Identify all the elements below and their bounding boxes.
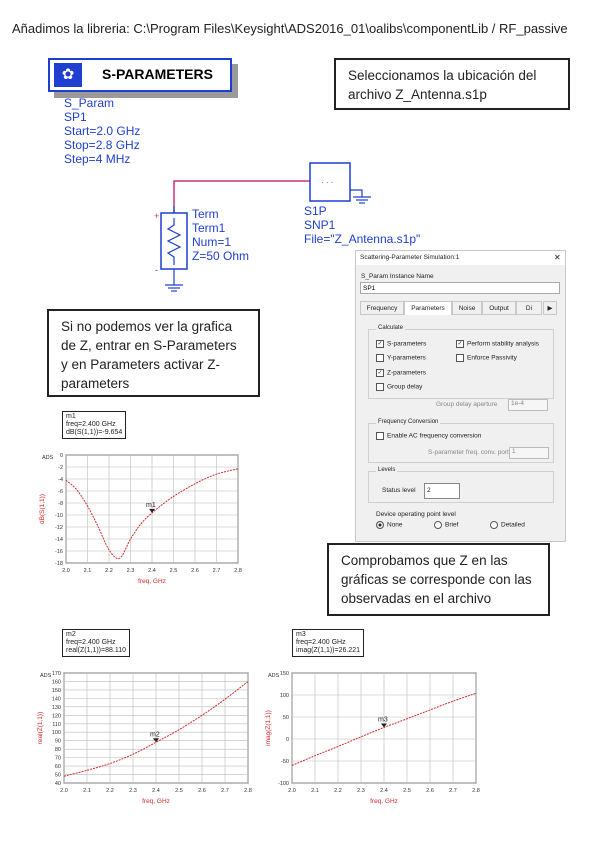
corner-label: ADS — [40, 673, 52, 679]
y-tick-label: -6 — [58, 489, 63, 495]
sparam-port-input[interactable]: 1 — [509, 447, 549, 459]
term-line: Term — [192, 207, 219, 221]
sparam-line: Start=2.0 GHz — [64, 124, 141, 138]
x-tick-label: 2.7 — [449, 788, 457, 794]
x-tick-label: 2.0 — [60, 788, 68, 794]
x-tick-label: 2.2 — [106, 788, 114, 794]
levels-legend: Levels — [378, 467, 396, 473]
sparam-icon: ✿ — [54, 63, 82, 87]
marker-readout: m2 freq=2.400 GHz real(Z(1,1))=88.110 — [62, 629, 130, 657]
y-tick-label: -2 — [58, 465, 63, 471]
wire — [174, 181, 310, 206]
sparam-line: SP1 — [64, 110, 87, 124]
svg-text:-: - — [155, 265, 158, 275]
y-tick-label: 120 — [51, 713, 61, 720]
sparam-line: Step=4 MHz — [64, 152, 131, 166]
marker-label: m2 — [150, 731, 160, 739]
y-axis-label: real(Z(1,1)) — [37, 711, 44, 745]
y-tick-label: 90 — [54, 738, 61, 745]
instance-name-input[interactable] — [360, 282, 560, 294]
y-tick-label: 100 — [279, 693, 289, 699]
tab-di[interactable]: Di — [516, 301, 542, 315]
group-delay-label: Group delay aperture — [436, 401, 498, 408]
tab-noise[interactable]: Noise — [452, 301, 482, 315]
y-tick-label: -100 — [277, 781, 289, 787]
x-tick-label: 2.4 — [148, 568, 156, 574]
x-tick-label: 2.1 — [83, 568, 92, 574]
callout-grafica: Si no podemos ver la grafica de Z, entrar en S-Parameters y en Parameters activar Z-parameters — [47, 309, 260, 397]
x-tick-label: 2.2 — [105, 568, 113, 574]
x-tick-label: 2.4 — [152, 788, 160, 794]
x-tick-label: 2.6 — [426, 788, 434, 794]
freq-conv-legend: Frequency Conversion — [378, 419, 439, 425]
dialog-title: Scattering-Parameter Simulation:1 — [360, 254, 460, 261]
chart-1 — [26, 405, 262, 593]
x-tick-label: 2.5 — [169, 568, 178, 574]
y-tick-label: 50 — [282, 715, 289, 721]
snp-ground-wire — [350, 190, 362, 197]
corner-label: ADS — [268, 673, 280, 679]
x-axis-label: freq, GHz — [138, 578, 166, 585]
x-tick-label: 2.8 — [472, 788, 480, 794]
radio-detailed[interactable]: Detailed — [490, 521, 525, 529]
term-line: Num=1 — [192, 235, 232, 249]
device-level-label: Device operating point level — [376, 511, 456, 518]
y-tick-label: 40 — [54, 781, 61, 787]
marker-readout: m3 freq=2.400 GHz imag(Z(1,1))=26.221 — [292, 629, 364, 657]
chart-3 — [252, 623, 490, 809]
snp-params — [304, 204, 420, 246]
x-axis-label: freq, GHz — [370, 798, 398, 805]
sparam-params — [64, 96, 140, 166]
x-axis-label: freq, GHz — [142, 798, 170, 805]
y-tick-label: -50 — [281, 759, 289, 765]
calculate-legend: Calculate — [378, 325, 404, 331]
tab-parameters[interactable]: Parameters — [404, 301, 452, 315]
y-tick-label: 110 — [52, 721, 61, 728]
check-sparameters[interactable]: ✓ S-parameters — [377, 340, 427, 348]
y-tick-label: 0 — [285, 737, 289, 743]
snp-line: File="Z_Antenna.s1p" — [304, 232, 421, 246]
instance-name-label: S_Param Instance Name — [361, 273, 434, 280]
y-tick-label: 150 — [51, 687, 61, 694]
x-tick-label: 2.2 — [334, 788, 342, 794]
sparam-line: S_Param — [64, 96, 115, 110]
sparam-port-label: S-parameter freq. conv. port — [428, 449, 509, 456]
y-axis-label: dB(S(1,1)) — [39, 494, 46, 524]
y-tick-label: 150 — [279, 671, 289, 677]
heading-text: Añadimos la libreria: C:\Program Files\Keysight\ADS2016_01\oalibs\componentLib / RF_passive — [12, 21, 568, 36]
x-tick-label: 2.3 — [126, 568, 135, 574]
chart-2 — [24, 623, 272, 809]
tab-output[interactable]: Output — [482, 301, 516, 315]
y-axis-label: imag(Z(1,1)) — [265, 710, 272, 746]
term-line: Z=50 Ohm — [192, 249, 250, 263]
x-tick-label: 2.7 — [212, 568, 221, 574]
corner-label: ADS — [42, 455, 54, 461]
y-tick-label: -16 — [55, 549, 63, 555]
y-tick-label: 130 — [51, 704, 61, 711]
tab-scroll-icon[interactable]: ▶ — [543, 301, 557, 315]
status-level-label: Status level — [382, 487, 416, 494]
chart-svg — [252, 623, 490, 809]
check-stability[interactable]: ✓ Perform stability analysis — [457, 340, 539, 348]
callout-comprobamos: Comprobamos que Z en las gráficas se corresponde con las observadas en el archivo — [327, 543, 550, 616]
y-tick-label: -8 — [58, 501, 63, 507]
radio-none[interactable]: None — [376, 521, 403, 529]
y-tick-label: -4 — [58, 477, 63, 483]
y-tick-label: 80 — [54, 747, 61, 754]
svg-text:+: + — [154, 211, 160, 221]
x-tick-label: 2.1 — [311, 788, 319, 794]
term-params — [192, 207, 249, 263]
x-tick-label: 2.8 — [234, 568, 242, 574]
sparam-component[interactable] — [48, 58, 232, 92]
y-tick-label: 170 — [51, 671, 61, 677]
x-tick-label: 2.4 — [380, 788, 388, 794]
check-yparameters[interactable]: Y-parameters — [376, 354, 426, 362]
marker-readout: m1 freq=2.400 GHz dB(S(1,1))=-9.654 — [62, 411, 126, 439]
status-level-input[interactable]: 2 — [424, 483, 460, 499]
check-zparameters[interactable]: ✓ Z-parameters — [377, 369, 427, 377]
check-group-delay[interactable]: Group delay — [376, 383, 422, 391]
y-tick-label: 70 — [54, 755, 61, 762]
y-tick-label: 100 — [51, 730, 61, 737]
x-tick-label: 2.0 — [62, 568, 70, 574]
sparam-dialog — [355, 250, 566, 542]
sparam-line: Stop=2.8 GHz — [64, 138, 140, 152]
y-tick-label: 50 — [54, 772, 61, 779]
callout-ubicacion: Seleccionamos la ubicación del archivo Z_Antenna.s1p — [334, 58, 570, 110]
x-tick-label: 2.5 — [403, 788, 411, 794]
x-tick-label: 2.1 — [83, 788, 91, 794]
tab-frequency[interactable]: Frequency — [360, 301, 404, 315]
y-tick-label: -18 — [55, 561, 63, 567]
close-icon[interactable]: ✕ — [554, 253, 561, 262]
group-delay-input[interactable]: 1e-4 — [508, 399, 548, 411]
radio-brief[interactable]: Brief — [434, 521, 458, 529]
marker-label: m3 — [378, 716, 388, 724]
x-tick-label: 2.3 — [129, 788, 137, 794]
svg-text:· · ·: · · · — [321, 178, 334, 187]
snp-line: SNP1 — [304, 218, 336, 232]
y-tick-label: 60 — [54, 764, 61, 771]
y-tick-label: 0 — [59, 453, 63, 459]
y-tick-label: 160 — [51, 679, 61, 686]
y-tick-label: -14 — [55, 537, 63, 543]
snp-line: S1P — [304, 204, 327, 218]
y-tick-label: -12 — [55, 525, 63, 531]
y-tick-label: -10 — [55, 513, 63, 519]
marker-label: m1 — [146, 501, 156, 509]
check-passivity[interactable]: Enforce Passivity — [456, 354, 517, 362]
x-tick-label: 2.7 — [221, 788, 229, 794]
check-enable-ac[interactable]: Enable AC frequency conversion — [376, 432, 481, 440]
x-tick-label: 2.5 — [175, 788, 183, 794]
term-line: Term1 — [192, 221, 226, 235]
x-tick-label: 2.0 — [288, 788, 296, 794]
sparam-title: S-PARAMETERS — [102, 66, 213, 82]
x-tick-label: 2.8 — [244, 788, 252, 794]
x-tick-label: 2.6 — [191, 568, 199, 574]
y-tick-label: 140 — [51, 696, 61, 703]
x-tick-label: 2.3 — [357, 788, 365, 794]
x-tick-label: 2.6 — [198, 788, 206, 794]
